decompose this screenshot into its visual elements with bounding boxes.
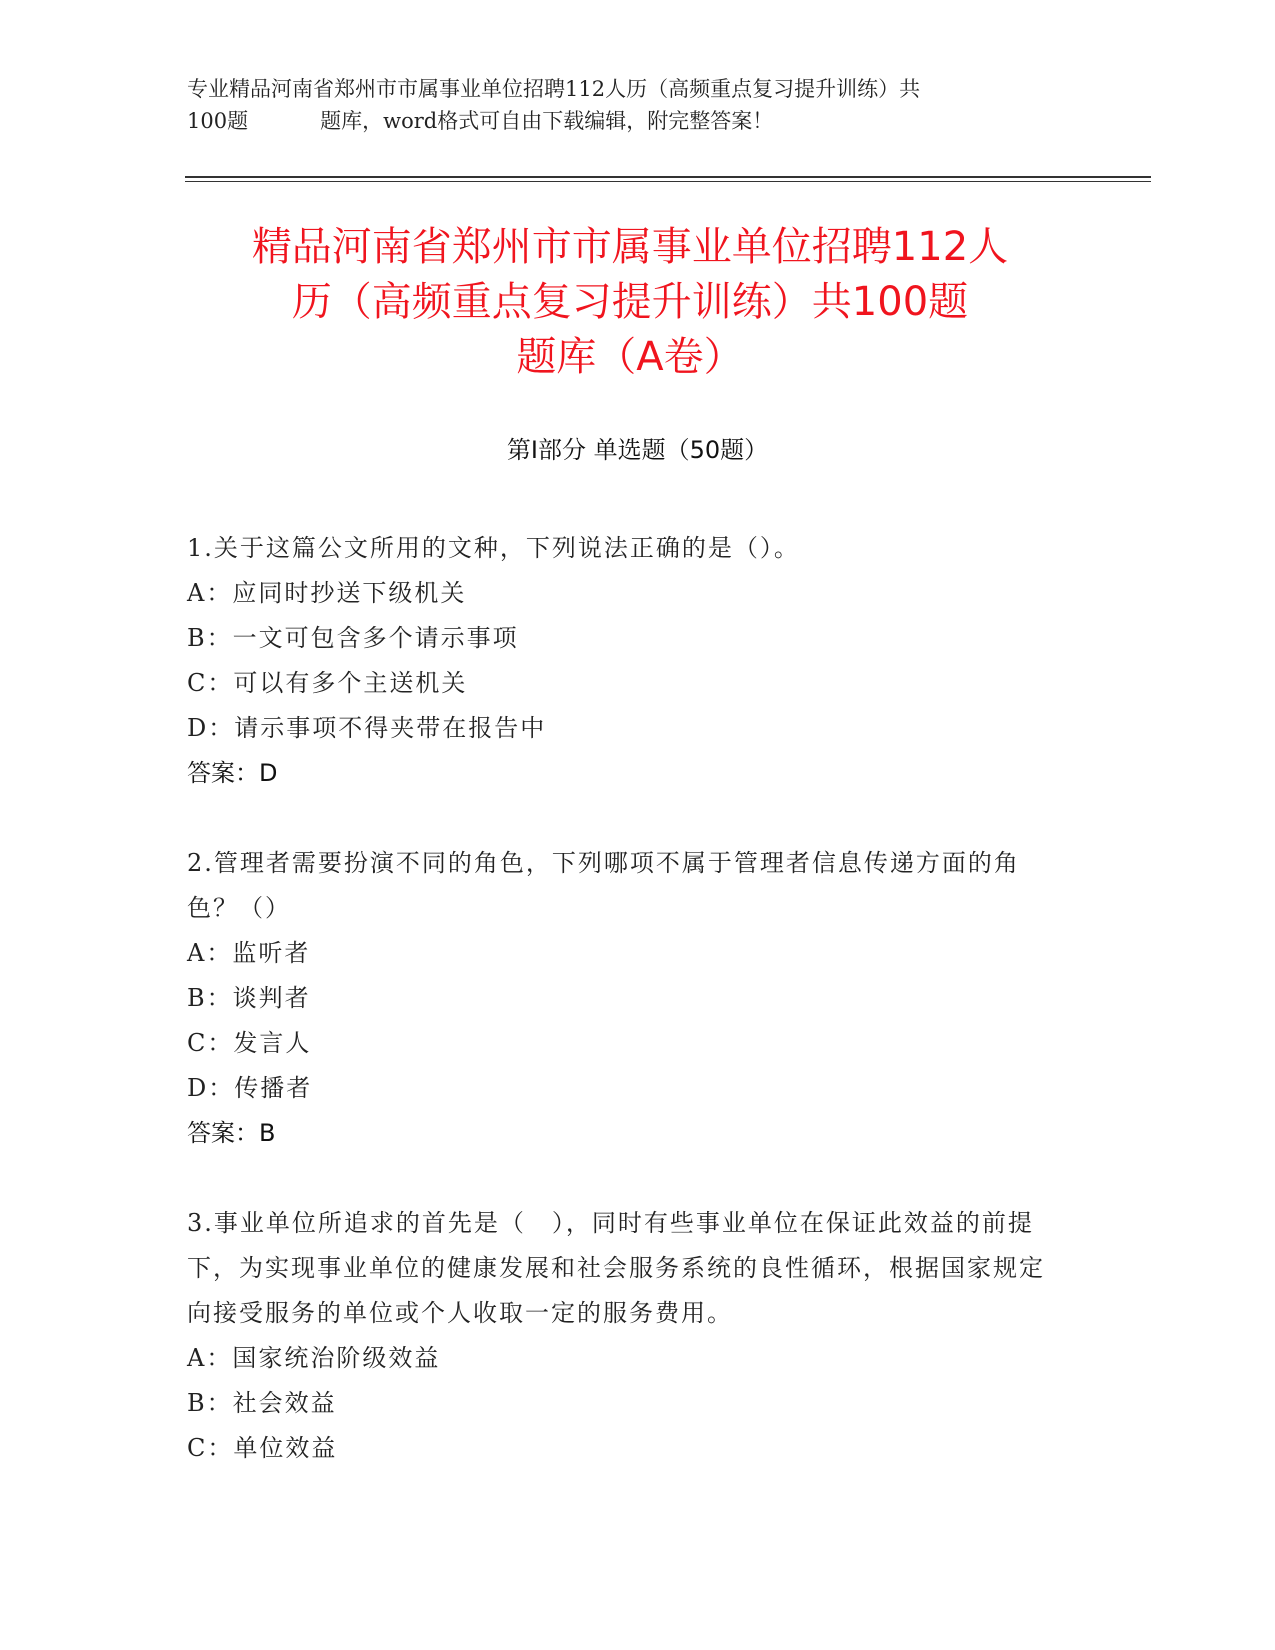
header-line-2 — [187, 105, 1067, 137]
option-a: A：应同时抄送下级机关 — [187, 579, 467, 607]
answer: 答案：B — [187, 1119, 276, 1147]
question-3 — [187, 1201, 1067, 1471]
option-b: B：谈判者 — [187, 984, 311, 1012]
header-rule-thin — [185, 181, 1151, 182]
option-a: A：国家统治阶级效益 — [187, 1344, 441, 1372]
option-d: D：请示事项不得夹带在报告中 — [187, 714, 547, 742]
title-line-2: 历（高频重点复习提升训练）共100题 — [291, 279, 969, 325]
document-title — [180, 220, 1080, 385]
document-header — [187, 73, 1067, 137]
section-heading: 第Ⅰ部分 单选题（50题） — [506, 436, 769, 464]
answer: 答案：D — [187, 759, 278, 787]
header-line-2-left: 100题 — [187, 109, 249, 133]
question-1 — [187, 526, 1067, 796]
title-line-3: 题库（A卷） — [516, 334, 744, 380]
header-line-2-right: 题库，word格式可自由下载编辑，附完整答案！ — [320, 109, 774, 133]
option-c: C：单位效益 — [187, 1434, 338, 1462]
question-stem: 3.事业单位所追求的首先是（ ），同时有些事业单位在保证此效益的前提下，为实现事业单位的健康发展和社会服务系统的良性循环，根据国家规定向接受服务的单位或个人收取一定的服务费用。 — [187, 1209, 1045, 1327]
option-b: B：一文可包含多个请示事项 — [187, 624, 519, 652]
option-a: A：监听者 — [187, 939, 311, 967]
question-stem: 2.管理者需要扮演不同的角色，下列哪项不属于管理者信息传递方面的角色？（） — [187, 849, 1020, 922]
question-list — [187, 526, 1067, 1471]
option-c: C：发言人 — [187, 1029, 312, 1057]
header-rule-thick — [185, 176, 1151, 178]
option-d: D：传播者 — [187, 1074, 313, 1102]
title-line-1: 精品河南省郑州市市属事业单位招聘112人 — [251, 224, 1009, 270]
header-line-1: 专业精品河南省郑州市市属事业单位招聘112人历（高频重点复习提升训练）共 — [187, 77, 921, 101]
question-stem: 1.关于这篇公文所用的文种，下列说法正确的是（）。 — [187, 534, 800, 562]
option-b: B：社会效益 — [187, 1389, 337, 1417]
option-c: C：可以有多个主送机关 — [187, 669, 468, 697]
question-2 — [187, 841, 1067, 1156]
